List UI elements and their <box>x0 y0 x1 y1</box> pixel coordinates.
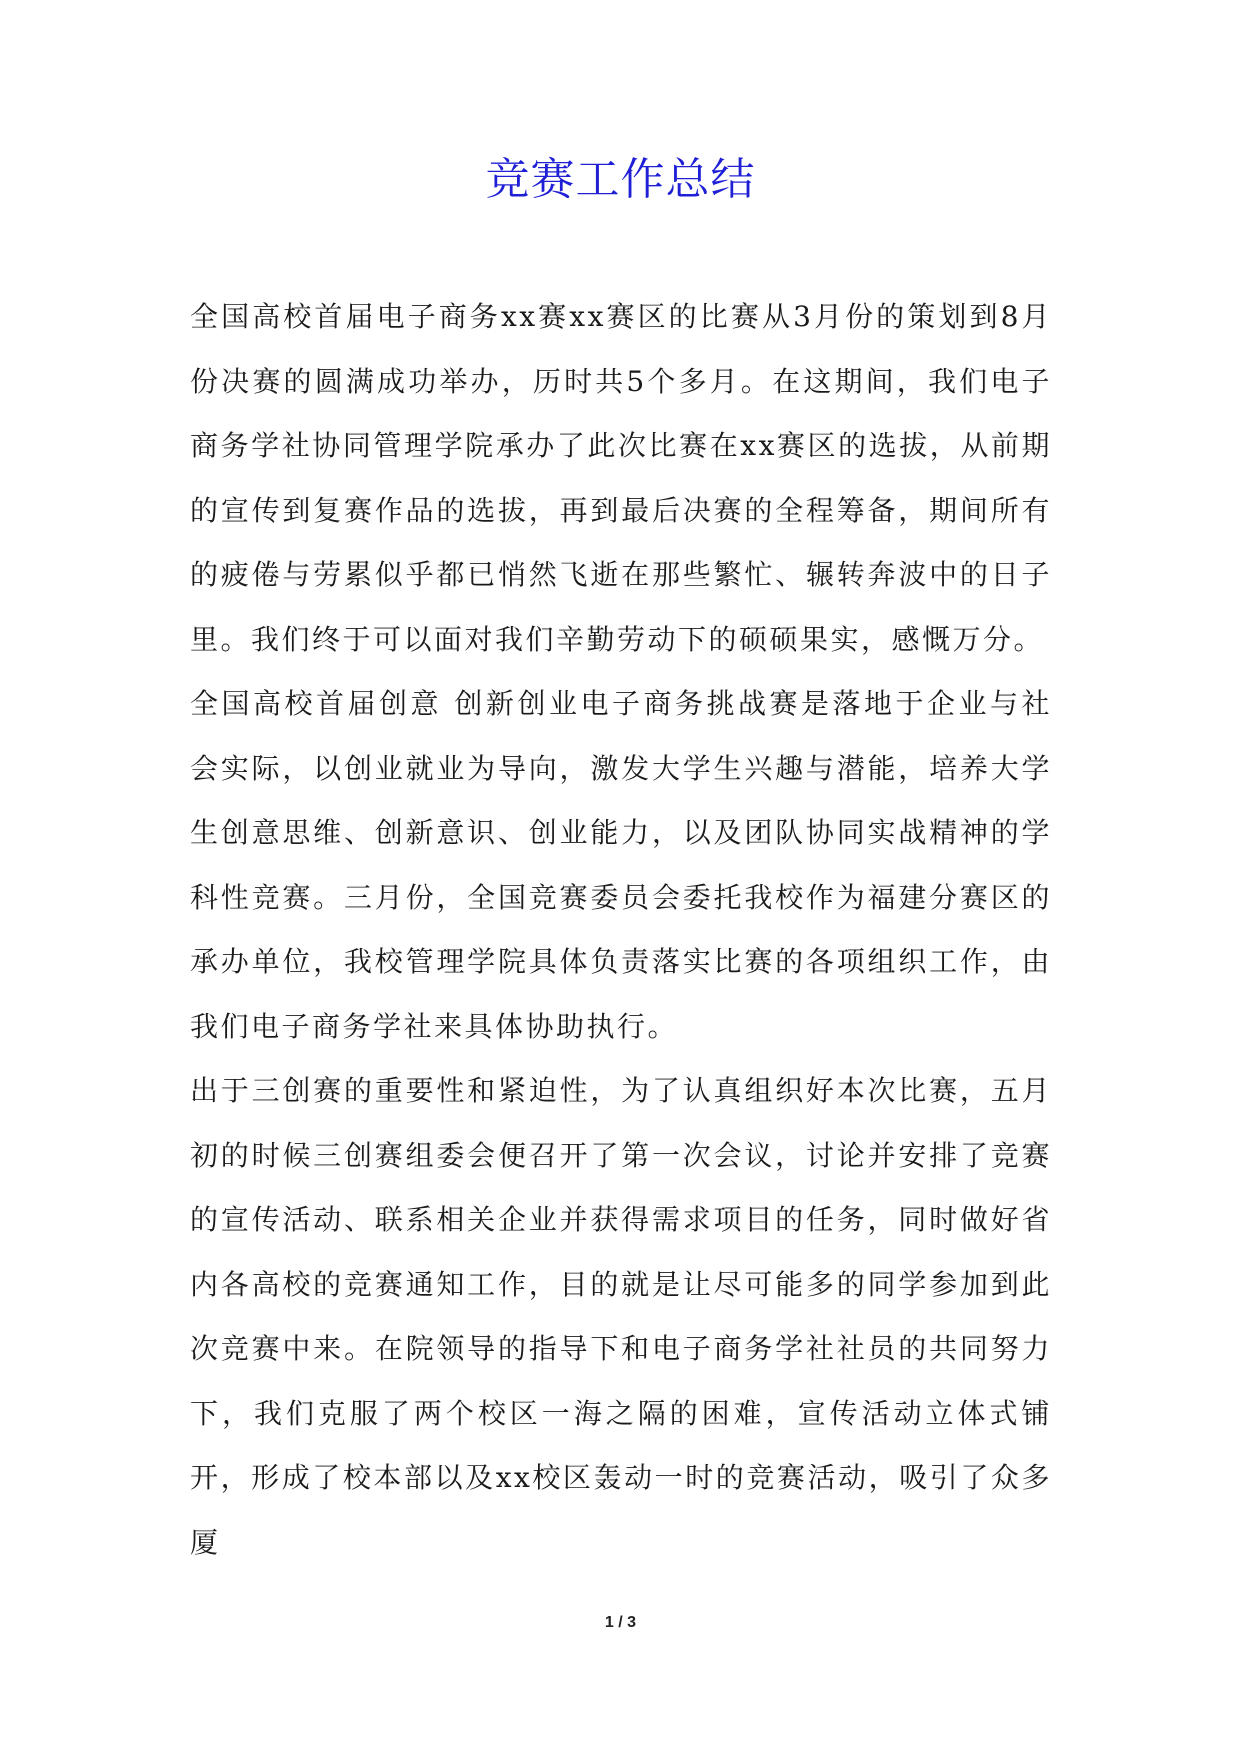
paragraph-3: 出于三创赛的重要性和紧迫性，为了认真组织好本次比赛，五月初的时候三创赛组委会便召开了第一次会议，讨论并安排了竞赛的宣传活动、联系相关企业并获得需求项目的任务，同时做好省内各高校的竞赛通知工作，目的就是让尽可能多的同学参加到此次竞赛中来。在院领导的指导下和电子商务学社社员的共同努力下，我们克服了两个校区一海之隔的困难，宣传活动立体式铺开，形成了校本部以及xx校区轰动一时的竞赛活动，吸引了众多厦 <box>190 1074 1052 1559</box>
document-title: 竞赛工作总结 <box>485 154 756 205</box>
paragraph-2: 全国高校首届创意 创新创业电子商务挑战赛是落地于企业与社会实际，以创业就业为导向，激发大学生兴趣与潜能，培养大学生创意思维、创新意识、创业能力，以及团队协同实战精神的学科性竞赛。三月份，全国竞赛委员会委托我校作为福建分赛区的承办单位，我校管理学院具体负责落实比赛的各项组织工作，由我们电子商务学社来具体协助执行。 <box>190 687 1052 1043</box>
document-body <box>190 285 1052 1575</box>
page-number: 1 / 3 <box>604 1614 637 1631</box>
paragraph-1: 全国高校首届电子商务xx赛xx赛区的比赛从3月份的策划到8月份决赛的圆满成功举办，历时共5个多月。在这期间，我们电子商务学社协同管理学院承办了此次比赛在xx赛区的选拔，从前期的宣传到复赛作品的选拔，再到最后决赛的全程筹备，期间所有的疲倦与劳累似乎都已悄然飞逝在那些繁忙、辗转奔波中的日子里。我们终于可以面对我们辛勤劳动下的硕硕果实，感慨万分。 <box>190 300 1052 656</box>
